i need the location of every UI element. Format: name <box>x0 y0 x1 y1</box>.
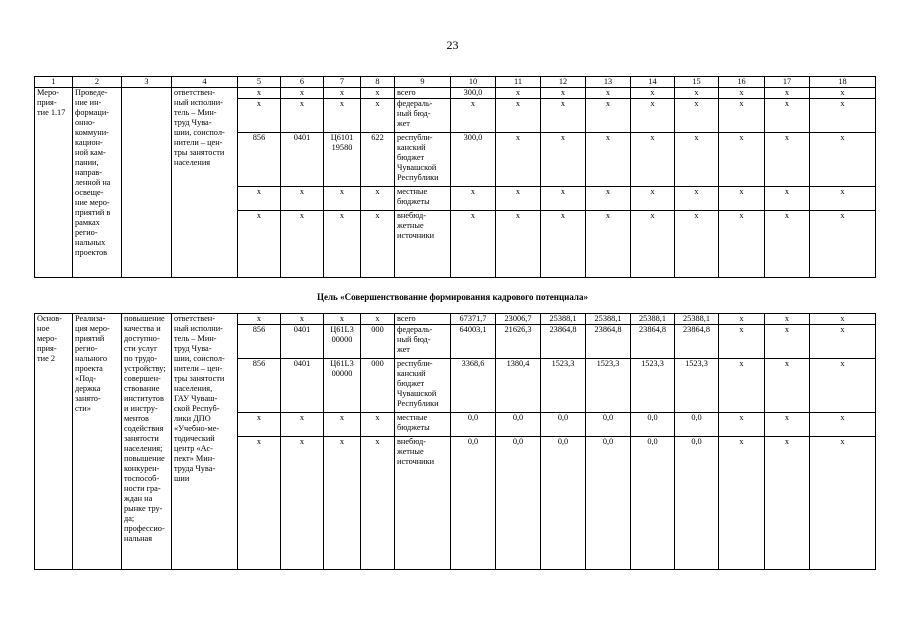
year-amount: 300,0 <box>451 133 496 187</box>
year-amount: x <box>586 211 631 278</box>
section-code: x <box>281 211 324 278</box>
gpbs-code: x <box>238 413 281 437</box>
year-amount: x <box>586 133 631 187</box>
year-amount: 25388,1 <box>586 314 631 325</box>
year-amount: x <box>496 88 541 99</box>
year-amount: 23864,8 <box>675 325 719 359</box>
year-amount: x <box>810 211 876 278</box>
target-item-code: x <box>324 437 361 570</box>
year-amount: x <box>719 413 765 437</box>
year-amount: x <box>719 359 765 413</box>
year-amount: x <box>810 187 876 211</box>
year-amount: x <box>810 99 876 133</box>
year-amount: 0,0 <box>631 413 675 437</box>
year-amount: x <box>765 88 810 99</box>
year-amount: 1523,3 <box>541 359 586 413</box>
target-item-code: Ц61L3 00000 <box>324 325 361 359</box>
year-amount: x <box>586 99 631 133</box>
funding-source: внебюд- жетные источники <box>395 437 451 570</box>
year-amount: x <box>496 187 541 211</box>
section-code: 0401 <box>281 133 324 187</box>
activity-number: Основ- ное меро- прия- тие 2 <box>35 314 73 570</box>
year-amount: x <box>810 133 876 187</box>
year-amount: x <box>765 187 810 211</box>
column-number: 16 <box>719 77 765 88</box>
year-amount: x <box>631 88 675 99</box>
target-item-code: x <box>324 88 361 99</box>
target-item-code: x <box>324 187 361 211</box>
year-amount: x <box>541 211 586 278</box>
column-number: 12 <box>541 77 586 88</box>
expense-group-code: x <box>361 99 395 133</box>
funding-source: федераль- ный бюд- жет <box>395 99 451 133</box>
year-amount: x <box>631 211 675 278</box>
year-amount: 0,0 <box>496 413 541 437</box>
year-amount: x <box>765 437 810 570</box>
year-amount: 25388,1 <box>541 314 586 325</box>
section-code: x <box>281 88 324 99</box>
year-amount: x <box>810 359 876 413</box>
year-amount: x <box>810 325 876 359</box>
year-amount: 64003,1 <box>451 325 496 359</box>
year-amount: 23864,8 <box>631 325 675 359</box>
expense-group-code: 000 <box>361 359 395 413</box>
funding-source: всего <box>395 314 451 325</box>
year-amount: 23006,7 <box>496 314 541 325</box>
main-activity-2-table <box>34 313 876 570</box>
year-amount: x <box>765 325 810 359</box>
expense-group-code: x <box>361 437 395 570</box>
funding-row <box>35 88 876 99</box>
section-code: x <box>281 99 324 133</box>
year-amount: 300,0 <box>451 88 496 99</box>
gpbs-code: x <box>238 314 281 325</box>
year-amount: 25388,1 <box>675 314 719 325</box>
year-amount: x <box>541 88 586 99</box>
page-number: 23 <box>446 38 459 52</box>
funding-source: местные бюджеты <box>395 187 451 211</box>
year-amount: x <box>631 99 675 133</box>
section-code: 0401 <box>281 325 324 359</box>
expense-group-code: x <box>361 88 395 99</box>
section-code: 0401 <box>281 359 324 413</box>
column-number: 5 <box>238 77 281 88</box>
year-amount: x <box>719 314 765 325</box>
target-item-code: Ц6101 19580 <box>324 133 361 187</box>
year-amount: x <box>719 325 765 359</box>
column-number: 15 <box>675 77 719 88</box>
section-code: x <box>281 314 324 325</box>
year-amount: x <box>765 133 810 187</box>
column-number: 6 <box>281 77 324 88</box>
gpbs-code: x <box>238 437 281 570</box>
year-amount: x <box>719 187 765 211</box>
year-amount: x <box>765 314 810 325</box>
year-amount: 1380,4 <box>496 359 541 413</box>
year-amount: 1523,3 <box>631 359 675 413</box>
year-amount: 0,0 <box>451 413 496 437</box>
column-number: 11 <box>496 77 541 88</box>
year-amount: x <box>451 211 496 278</box>
column-number: 17 <box>765 77 810 88</box>
year-amount: x <box>675 133 719 187</box>
year-amount: 0,0 <box>675 413 719 437</box>
gpbs-code: 856 <box>238 133 281 187</box>
column-number: 13 <box>586 77 631 88</box>
gpbs-code: x <box>238 211 281 278</box>
column-number: 8 <box>361 77 395 88</box>
funding-source: внебюд- жетные источники <box>395 211 451 278</box>
year-amount: x <box>719 88 765 99</box>
year-amount: x <box>675 88 719 99</box>
year-amount: x <box>451 99 496 133</box>
year-amount: x <box>675 187 719 211</box>
year-amount: x <box>765 413 810 437</box>
year-amount: x <box>810 437 876 570</box>
year-amount: x <box>810 88 876 99</box>
year-amount: x <box>541 133 586 187</box>
year-amount: x <box>675 211 719 278</box>
year-amount: 21626,3 <box>496 325 541 359</box>
column-number-row <box>35 77 876 88</box>
year-amount: 67371,7 <box>451 314 496 325</box>
column-number: 18 <box>810 77 876 88</box>
year-amount: x <box>586 88 631 99</box>
year-amount: 0,0 <box>631 437 675 570</box>
year-amount: 0,0 <box>675 437 719 570</box>
year-amount: x <box>451 187 496 211</box>
year-amount: x <box>810 413 876 437</box>
year-amount: x <box>719 437 765 570</box>
year-amount: 1523,3 <box>675 359 719 413</box>
year-amount: x <box>541 99 586 133</box>
year-amount: x <box>765 211 810 278</box>
column-number: 14 <box>631 77 675 88</box>
section-code: x <box>281 437 324 570</box>
year-amount: x <box>631 133 675 187</box>
year-amount: x <box>496 133 541 187</box>
year-amount: x <box>541 187 586 211</box>
funding-source: федераль- ный бюд- жет <box>395 325 451 359</box>
year-amount: x <box>719 211 765 278</box>
activity-goal: повышение качества и доступно- сти услуг по трудо- устройству; совершен- ствование институтов и инстру- ментов содействия занятости населения; повышение конкурен- тоспособ- ности гра- ждан на рынке тру- да; профессио- нальная <box>122 314 172 570</box>
column-number: 1 <box>35 77 73 88</box>
year-amount: 0,0 <box>541 437 586 570</box>
year-amount: x <box>496 99 541 133</box>
funding-source: всего <box>395 88 451 99</box>
goal-title: Цель «Совершенствование формирования кадрового потенциала» <box>317 292 588 302</box>
expense-group-code: x <box>361 187 395 211</box>
target-item-code: x <box>324 99 361 133</box>
year-amount: x <box>675 99 719 133</box>
year-amount: 25388,1 <box>631 314 675 325</box>
section-code: x <box>281 187 324 211</box>
gpbs-code: 856 <box>238 359 281 413</box>
year-amount: 1523,3 <box>586 359 631 413</box>
year-amount: x <box>586 187 631 211</box>
expense-group-code: 000 <box>361 325 395 359</box>
target-item-code: x <box>324 211 361 278</box>
year-amount: x <box>765 359 810 413</box>
year-amount: 0,0 <box>451 437 496 570</box>
activity-name: Проведе- ние ин- формаци- онно- коммуни- кацион- ной кам- пании, направ- ленной на освеще- ние меро- приятий в рамках регио- нальных проектов <box>73 88 122 278</box>
target-item-code: x <box>324 314 361 325</box>
year-amount: x <box>719 133 765 187</box>
section-code: x <box>281 413 324 437</box>
funding-row <box>35 314 876 325</box>
year-amount: 0,0 <box>586 413 631 437</box>
column-number: 10 <box>451 77 496 88</box>
responsible-executor: ответствен- ный исполни- тель – Мин- труд Чува- шии, соиспол- нители – цен- тры занятости населения, ГАУ Чуваш- ской Респуб- лики ДПО «Учебно-ме- тодический центр «Ас- пект» Мин- труда Чува- шии <box>172 314 238 570</box>
activity-number: Меро- прия- тие 1.17 <box>35 88 73 278</box>
column-number: 2 <box>73 77 122 88</box>
activity-goal <box>122 88 172 278</box>
year-amount: 23864,8 <box>586 325 631 359</box>
gpbs-code: x <box>238 88 281 99</box>
gpbs-code: x <box>238 187 281 211</box>
year-amount: x <box>631 187 675 211</box>
column-number: 7 <box>324 77 361 88</box>
target-item-code: x <box>324 413 361 437</box>
activity-1-17-table <box>34 76 876 278</box>
year-amount: x <box>496 211 541 278</box>
year-amount: 3368,6 <box>451 359 496 413</box>
funding-source: республи- канский бюджет Чувашской Республики <box>395 359 451 413</box>
year-amount: x <box>810 314 876 325</box>
target-item-code: Ц61L3 00000 <box>324 359 361 413</box>
year-amount: 0,0 <box>541 413 586 437</box>
expense-group-code: x <box>361 314 395 325</box>
responsible-executor: ответствен- ный исполни- тель – Мин- труд Чува- шии, соиспол- нители – цен- тры занятости населения <box>172 88 238 278</box>
year-amount: 0,0 <box>586 437 631 570</box>
gpbs-code: 856 <box>238 325 281 359</box>
funding-source: республи- канский бюджет Чувашской Республики <box>395 133 451 187</box>
activity-name: Реализа- ция меро- приятий регио- нального проекта «Под- держка занято- сти» <box>73 314 122 570</box>
gpbs-code: x <box>238 99 281 133</box>
year-amount: x <box>765 99 810 133</box>
expense-group-code: 622 <box>361 133 395 187</box>
column-number: 3 <box>122 77 172 88</box>
column-number: 9 <box>395 77 451 88</box>
year-amount: 23864,8 <box>541 325 586 359</box>
year-amount: x <box>719 99 765 133</box>
column-number: 4 <box>172 77 238 88</box>
expense-group-code: x <box>361 211 395 278</box>
funding-source: местные бюджеты <box>395 413 451 437</box>
expense-group-code: x <box>361 413 395 437</box>
year-amount: 0,0 <box>496 437 541 570</box>
